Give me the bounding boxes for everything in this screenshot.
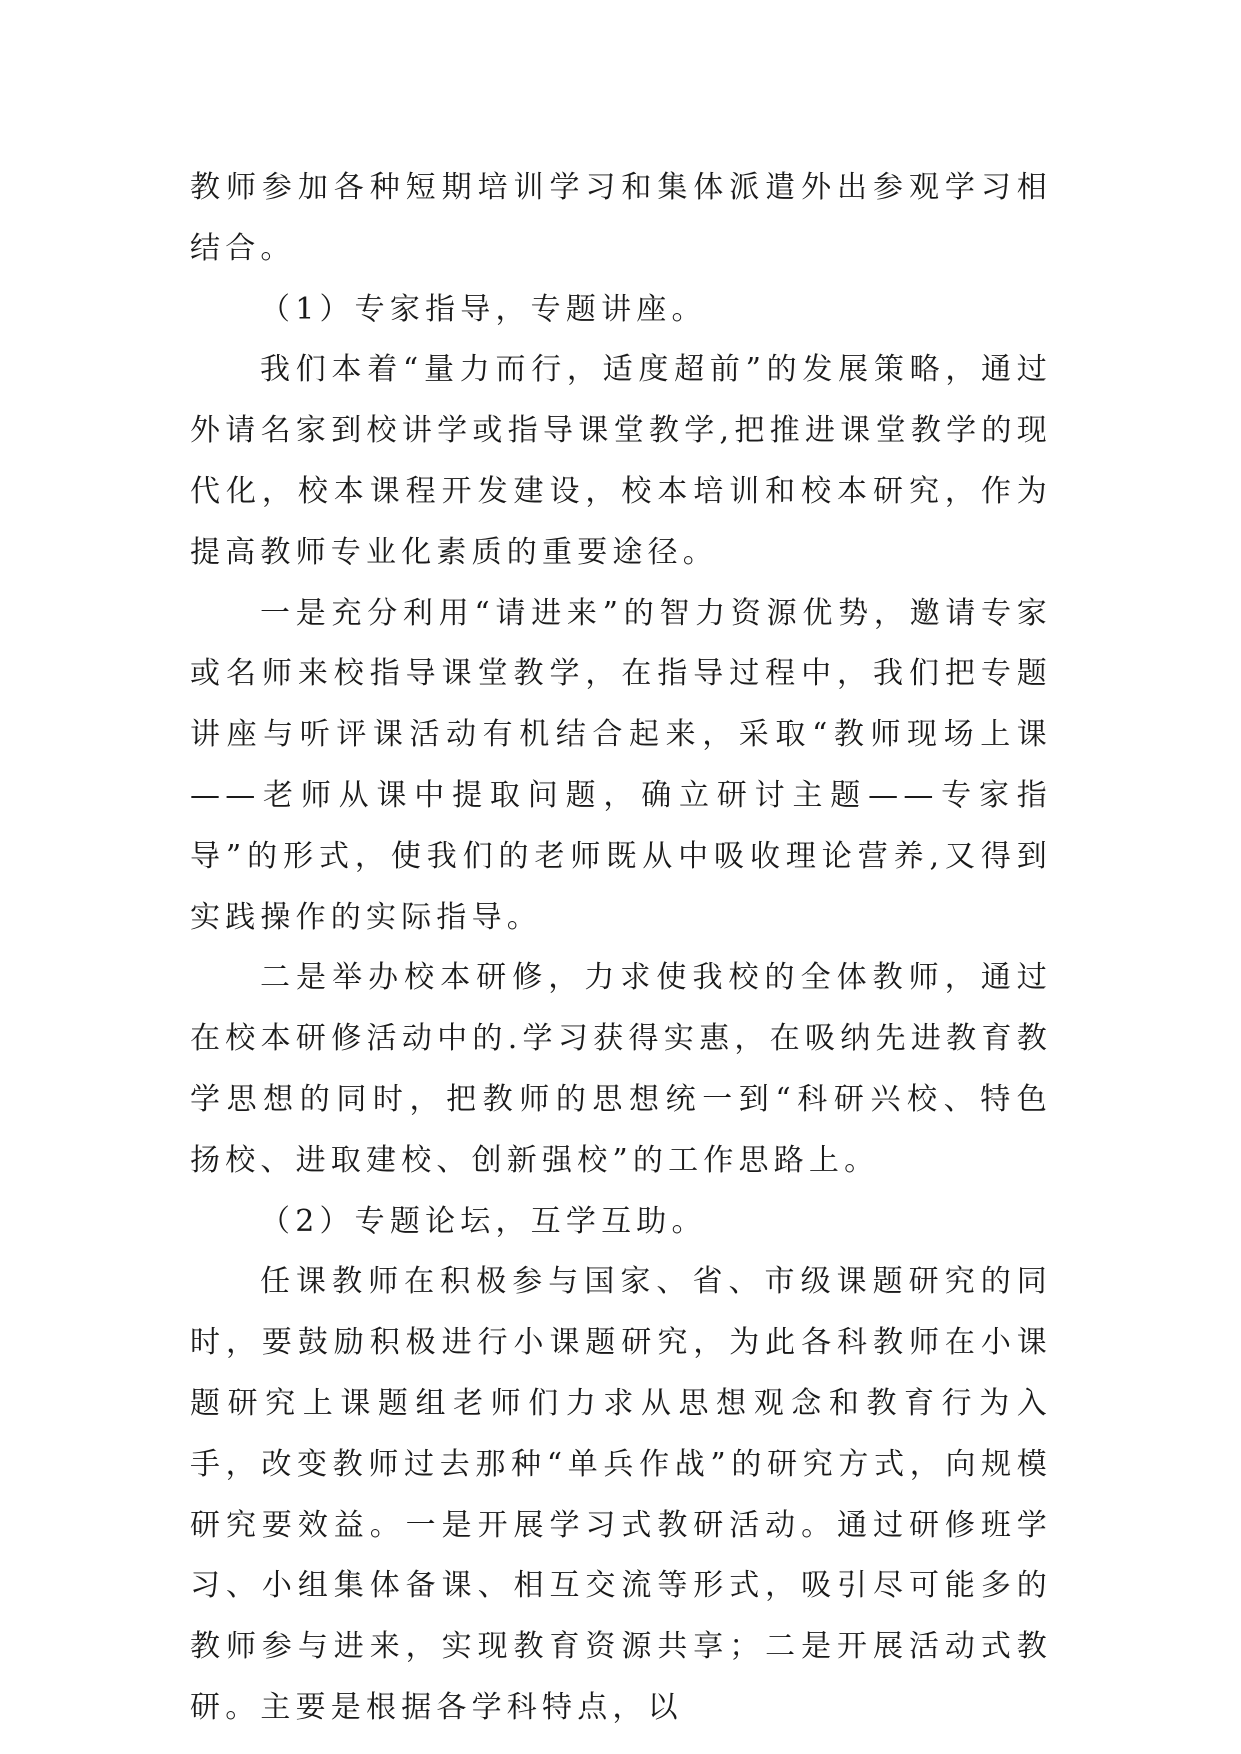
paragraph-continuation: 教师参加各种短期培训学习和集体派遣外出参观学习相结合。 [190,170,1052,266]
document-body [190,158,1052,1739]
paragraph-school-training: 二是举办校本研修，力求使我校的全体教师，通过在校本研修活动中的.学习获得实惠，在吸纳先进教育教学思想的同时，把教师的思想统一到“科研兴校、特色扬校、进取建校、创新强校”的工作思路上。 [190,960,1052,1178]
paragraph-research-projects: 任课教师在积极参与国家、省、市级课题研究的同时，要鼓励积极进行小课题研究，为此各科教师在小课题研究上课题组老师们力求从思想观念和教育行为入手，改变教师过去那种“单兵作战”的研究方式，向规模研究要效益。一是开展学习式教研活动。通过研修班学习、小组集体备课、相互交流等形式，吸引尽可能多的教师参与进来，实现教育资源共享；二是开展活动式教研。主要是根据各学科特点，以 [190,1264,1052,1725]
subheading-expert-guidance: （1）专家指导，专题讲座。 [260,291,707,327]
paragraph-development-strategy: 我们本着“量力而行，适度超前”的发展策略，通过外请名家到校讲学或指导课堂教学,把推进课堂教学的现代化，校本课程开发建设，校本培训和校本研究，作为提高教师专业化素质的重要途径。 [190,352,1052,570]
paragraph-invite-experts: 一是充分利用“请进来”的智力资源优势，邀请专家或名师来校指导课堂教学，在指导过程中，我们把专题讲座与听评课活动有机结合起来，采取“教师现场上课——老师从课中提取问题，确立研讨主题——专家指导”的形式，使我们的老师既从中吸收理论营养,又得到实践操作的实际指导。 [190,595,1052,935]
subheading-forum: （2）专题论坛，互学互助。 [260,1203,707,1239]
